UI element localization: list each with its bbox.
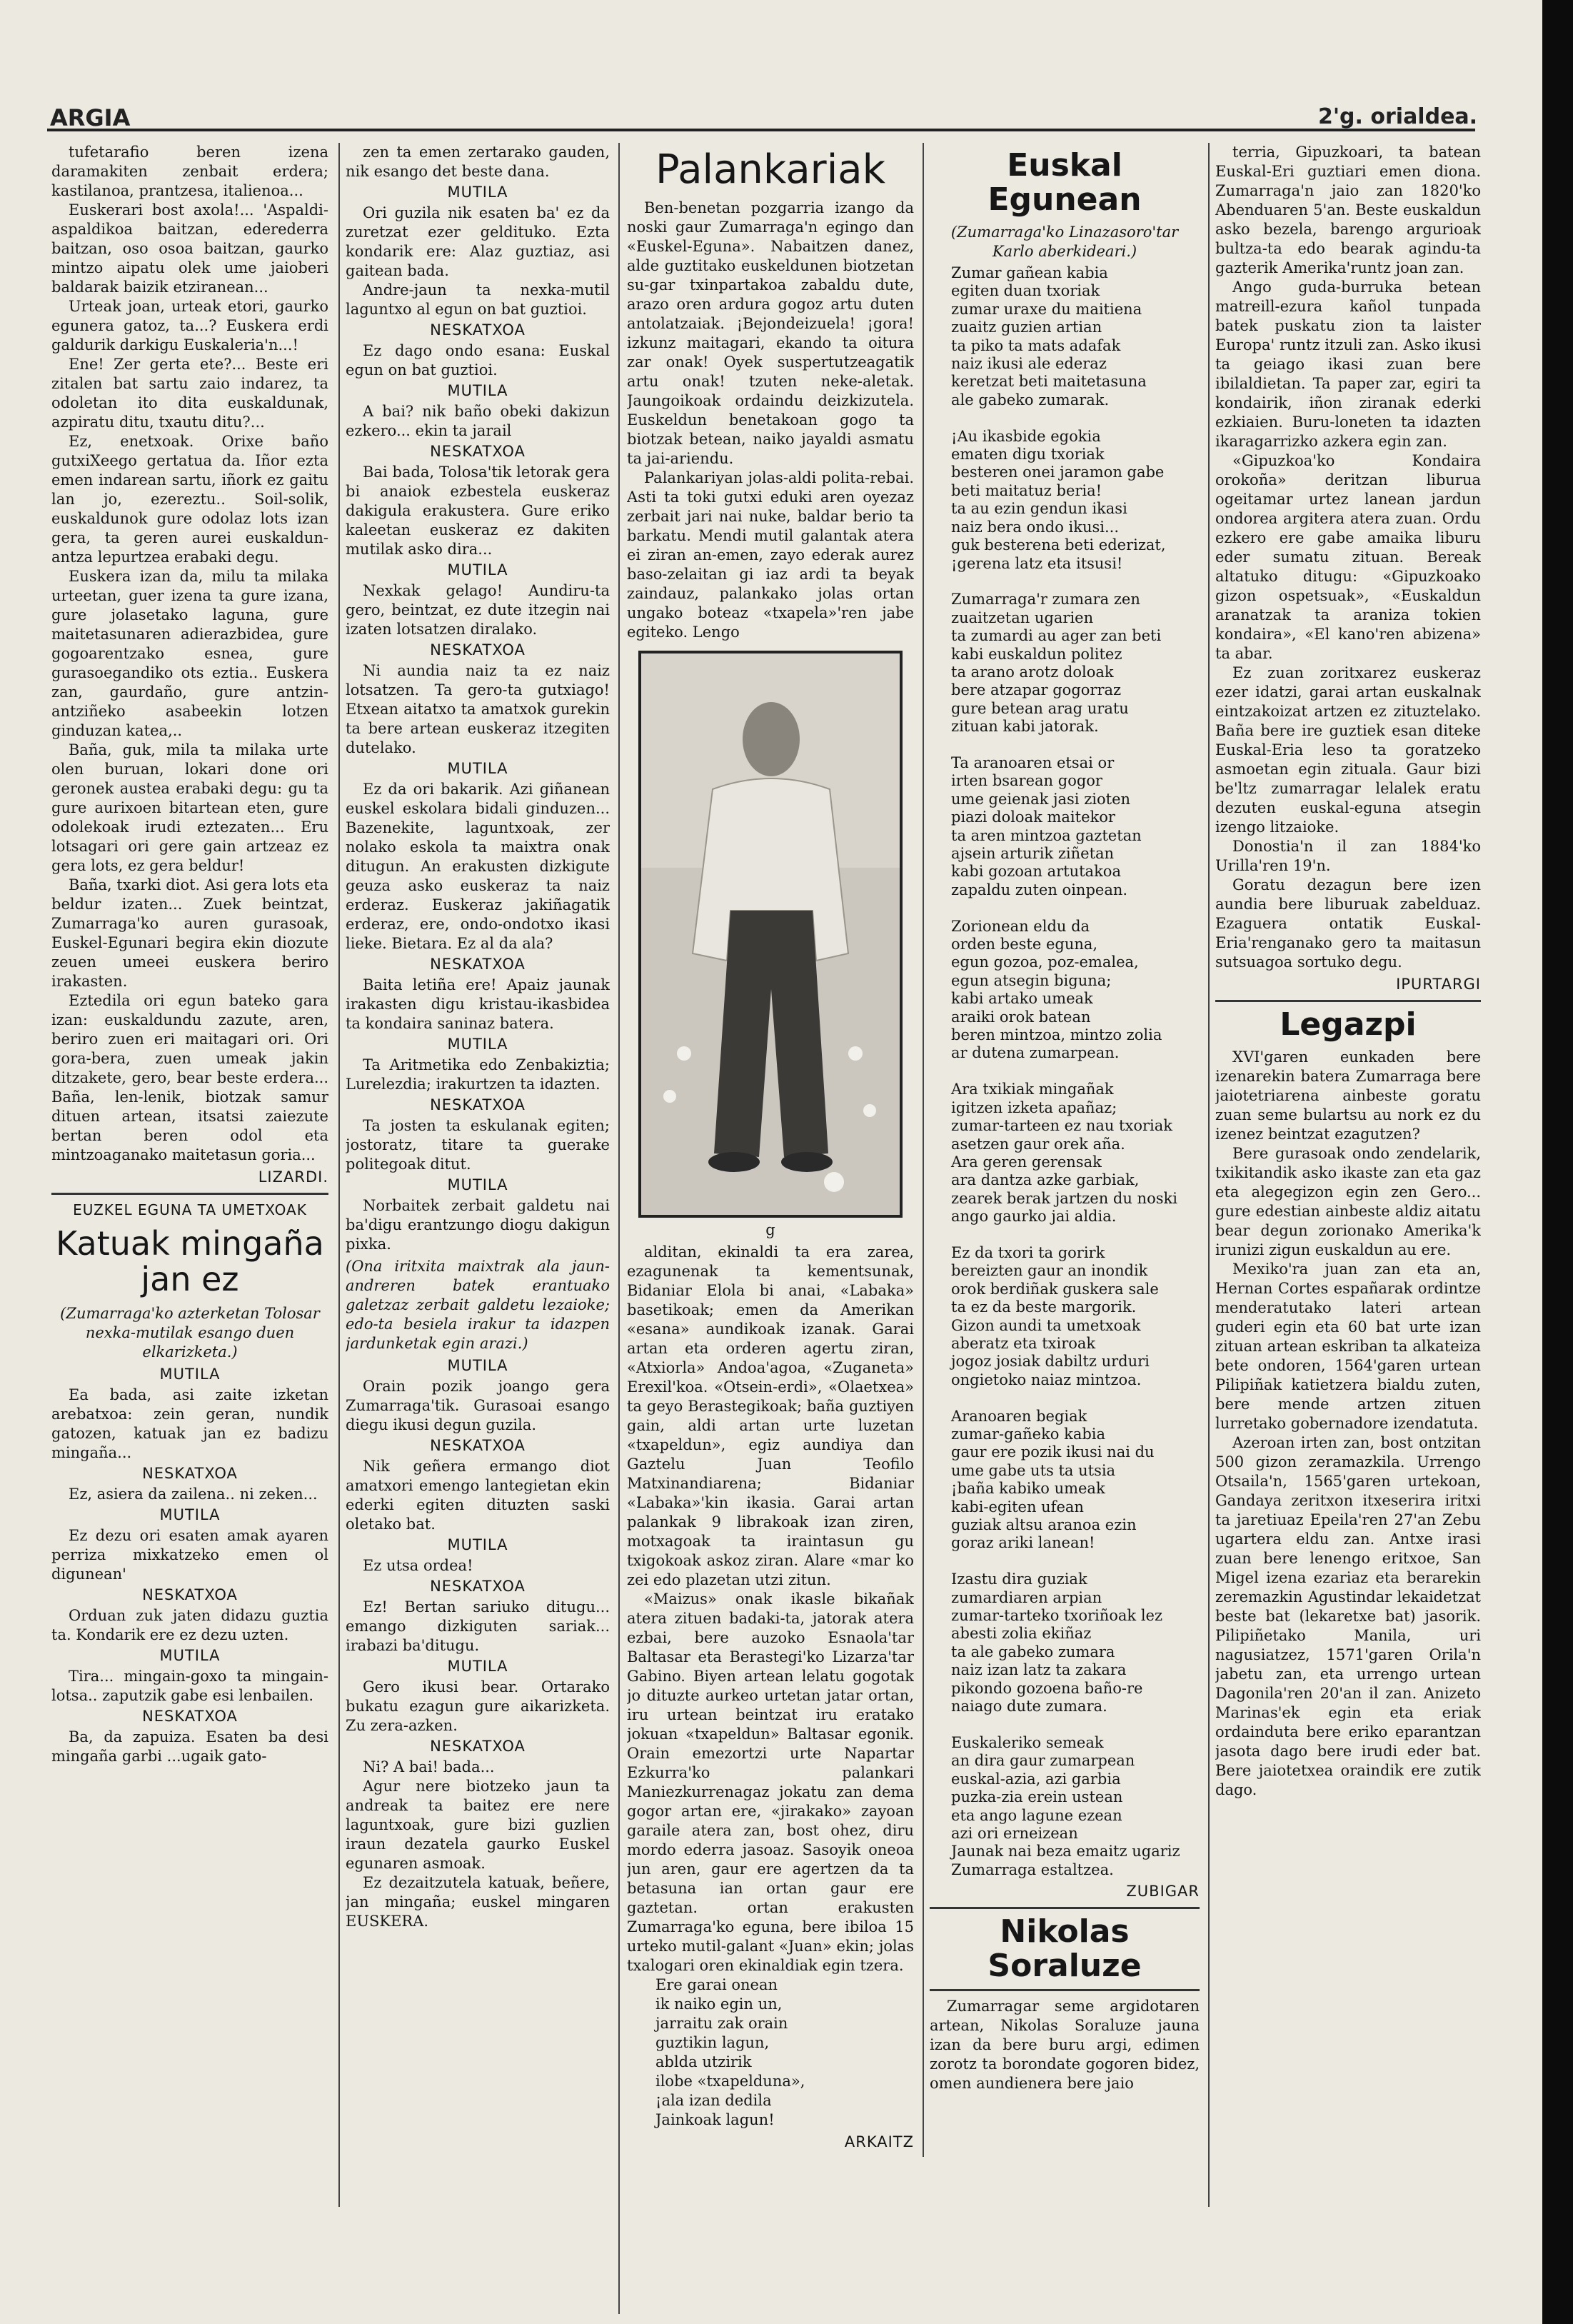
dialogue-line: Ez dezaitzutela katuak, beñere, jan mingaña; euskel mingaren EUSKERA. [346, 1874, 610, 1930]
article-soraluze-lead: Zumarragar seme argidotaren artean, Nikolas Soraluze jauna izan da bere buru argi, edimen zorotz ta borondate gogoren bidez, omen aundienera bere jaio [930, 1998, 1200, 2093]
article-palankariak-body [627, 199, 914, 642]
speaker-label: NESKATXOA [142, 1586, 238, 1603]
speaker-label: MUTILA [447, 561, 508, 579]
speaker-label: NESKATXOA [430, 321, 526, 339]
masthead-name: ARGIA [50, 104, 131, 131]
speaker-label: NESKATXOA [430, 956, 526, 973]
paragraph: Euskera izan da, milu ta milaka urteetan, guer izena ta gure izana, gure jolasetako laguna, gure maitetasunaren adierazbidea, gure gogoarentzako esnea, gure gurasoegandiko ots eztia.. Euskera zan, gaurdaño, gure antzin-antziñeko asabeekin lotzen ginduzan katea,.. [51, 568, 328, 739]
column-divider [1208, 143, 1210, 2207]
speaker-label: MUTILA [447, 184, 508, 201]
paragraph: Ez, enetxoak. Orixe baño gutxiXeego gertatua da. Iñor ezta emen indarean sartu, iñork ez gaitu lan jo, ezereztu.. Soil-solik, euskaldunok gure odolaz lots izan gera, ta geren aurei euskaldun-antza lepurtzea erabaki degu. [51, 433, 328, 566]
dialogue-line: Ta Aritmetika edo Zenbakiztia; Lurelezdia; irakurtzen ta idazten. [346, 1056, 610, 1093]
section-rule [1215, 1000, 1481, 1002]
dialogue-katuak-part1 [51, 1365, 328, 1766]
paragraph: Ango guda-burruka betean matreill-ezura kañol tunpada batek puskatu zion ta laister Europa' runtz itzuli zan. Asko ikusi ta geiago ikasi zuan bere ibilaldietan. Ta paper zar, egiri ta kondairik, iñon ziranak ederki ezkiaien. Buru-loneten ta idazten ikaragarrizko azkera egin zan. [1215, 279, 1481, 450]
section-rule [930, 1989, 1200, 1991]
speaker-label: MUTILA [159, 1506, 221, 1523]
dialogue-line: Ez dago ondo esana: Euskal egun on bat guztioi. [346, 342, 610, 379]
paragraph: alditan, ekinaldi ta era zarea, ezagunenak ta kementsunak, Bidaniar Elola bi anai, «Labaka» basetikoak; emen da Amerikan «esana» aundikoak izanak. Garai artan eta orderen agertu ziran, «Atxiorla» Andoa'agoa, «Zuganeta» Erexil'koa. «Otsein-erdi», «Olaetxea» ta geyo Berastegikoak; baña guztiyen gain, aldi artan urte luzetan «txapeldun», egiz aundiya dan Gaztelu Juan Teofilo Matxinandiarena; Bidaniar «Labaka»'kin ikasia. Garai artan palankak 9 librakoak izan ziren, motxagoak ta iraintasun gu txigokoak askoz ziran. Alare «mar ko zei edo plazetan utzi zitun. [627, 1243, 914, 1588]
speaker-label: MUTILA [447, 382, 508, 399]
photo-figure-illustration [641, 653, 900, 1215]
speaker-label: NESKATXOA [430, 1096, 526, 1113]
dialogue-line: Ez! Bertan sariuko ditugu... emango dizkiguten sariak... irabazi ba'ditugu. [346, 1598, 610, 1654]
paragraph: Bere gurasoak ondo zendelarik, txikitandik asko ikaste zan eta gaz eta alegegizon egin zen Gero... gure edestian ainbeste aldiz aitatu bear degun zorionako Amerika'k irunizi zigun euskaldun au ere. [1215, 1145, 1481, 1258]
paragraph: Donostia'n il zan 1884'ko Urilla'ren 19'n. [1215, 838, 1481, 874]
paragraph: Baña, txarki diot. Asi gera lots eta beldur izaten... Zuek beintzat, Zumarraga'ko auren gurasoak, Euskel-Egunari begira ekin diozute zeuen umeei euskera beriro irakasten. [51, 876, 328, 990]
paragraph: «Maizus» onak ikasle bikañak atera zituen badaki-ta, jatorak atera ezbai, bere auzoko Esnaola'tar Baltasar eta Berastegi'ko Lizarza'tar Gabino. Biyen artean lelatu gogotak jo dituzte aurkeo urtetan jatar ortan, iru urtean beintzat iru eratako jokuan «txapeldun» Baltasar egonik. Orain emezortzi urte Napartar Ezkurra'ko palankari Maniezkurrenagaz jokatu zan dema gogor artan ere, «jirakako» zayoan garaile atera zan, bost ohez, diru mordo ederra jasoaz. Sasoyik oneoa jun aren, gaur ere agertzen da ta betasuna ian ortan gaur ere gaztetan. ortan erakusten Zumarraga'ko eguna, bere ibiloa 15 urteko mutil-galant «Juan» ekin; jolas txalogari oren ekinaldiak egin tzera. [627, 1591, 914, 1974]
article-palankariak-body-2 [627, 1243, 914, 1975]
paragraph: Palankariyan jolas-aldi polita-rebai. Asti ta toki gutxi eduki aren oyezaz zerbait jari nai nuke, baldar berio ta barkatu. Mendi mutil galantak atera ei ziran an-emen, zayo ederak aurez baso-zelaitan gi iaz ardi ta beyak zaindauz, palankako jolas ortan ungako boteaz «txapela»'ren jabe egiteko. Lengo [627, 469, 914, 641]
signature-arkaitz: ARKAITZ [844, 2133, 914, 2150]
photo-caption: g [765, 1221, 775, 1238]
dialogue-line: Tira... mingain-goxo ta mingain-lotsa.. zaputzik gabe esi lenbailen. [51, 1668, 328, 1704]
page-number: 2'g. orialdea. [1318, 104, 1478, 129]
section-rule [930, 1907, 1200, 1909]
speaker-label: NESKATXOA [430, 1738, 526, 1755]
article-lizardi-body [51, 143, 328, 1165]
dialogue-line: Baita letiña ere! Apaiz jaunak irakasten digu kristau-ikasbidea ta kondaira saninaz batera. [346, 976, 610, 1032]
headline-legazpi: Legazpi [1280, 1006, 1417, 1043]
dialogue-line: Norbaitek zerbait galdetu nai ba'digu erantzungo diogu dakigun pixka. [346, 1197, 610, 1253]
subtitle-katuak: (Zumarraga'ko azterketan Tolosar nexka-mutilak esango duen elkarizketa.) [60, 1305, 320, 1361]
subtitle-euskal-egunean: (Zumarraga'ko Linazasoro'tar Karlo aberkideari.) [950, 224, 1179, 260]
speaker-label: MUTILA [159, 1647, 221, 1664]
article-legazpi-body [1215, 1048, 1481, 1800]
paragraph: Euskerari bost axola!... 'Aspaldi-aspaldikoa baitzan, ederederra baitzan, oso osoa baitzan, gaurko mintzo aipatu olek ume jaioberi baldarak baizik etziranean... [51, 201, 328, 296]
verse-palankariak: Ere garai onean ik naiko egin un, jarraitu zak orain guztikin lagun, ablda utzirik ilobe «txapelduna», ¡ala izan dedila Jainkoak lagun! [655, 1976, 805, 2128]
dialogue-line: Ez, asiera da zailena.. ni zeken... [69, 1486, 318, 1503]
dialogue-line: Andre-jaun ta nexka-mutil laguntxo al egun on bat guztioi. [346, 281, 610, 318]
dialogue-lead: zen ta emen zertarako gauden, nik esango det beste dana. [346, 144, 610, 180]
paragraph: tufetarafio beren izena daramakiten zenbait erdera; kastilanoa, prantzesa, italienoa... [51, 144, 328, 199]
paragraph: Ez zuan zoritxarez euskeraz ezer idatzi, garai artan euskalnak eintzakoizat artzen ez zituztelako. Baña bere ire guztiek esan diteke Euskal-Eria leso ta goratzeko asmoetan egin zituala. Gaur bizi be'ltz zumarragar lelalek eratu dezuten euskal-eguna atsegin izengo litzaioke. [1215, 664, 1481, 836]
paragraph: XVI'garen eunkaden bere izenarekin batera Zumarraga bere jaiotetriarena ainbeste goratu zuan seme bulartsu au nork ez du izenez beintzat ezagutzen? [1215, 1048, 1481, 1143]
speaker-label: NESKATXOA [142, 1465, 238, 1482]
masthead-rule [47, 129, 1475, 131]
dialogue-line: Ta josten ta eskulanak egiten; jostoratz, titare ta guerake politegoak ditut. [346, 1117, 610, 1173]
paragraph: Ben-benetan pozgarria izango da noski gaur Zumarraga'n egingo dan «Euskel-Eguna». Nabaitzen danez, alde guztitako euskeldunen biotzetan su-gar txinpartakoa zabaldu dute, arazo oren ardura gogoz artu duten antolatzaiak. ¡Bejondeizuela! ¡gora! izkunz maitagari, ekando ta oitura zar onak! Oyek suspertutzeagatik artu onak! tzuten neke-aletak. Jaungoikoak ordaindu deizkizutela. Euskeldun benetakoan gogo ta biotzak betean, naiko jayaldi asmatu ta jai-ariendu. [627, 199, 914, 467]
dialogue-line: A bai? nik baño obeki dakizun ezkero... ekin ta jarail [346, 403, 610, 439]
kicker-umetxoak: EUZKEL EGUNA TA UMETXOAK [73, 1201, 307, 1218]
poem-euskal-egunean: Zumar gañean kabia egiten duan txoriak zumar uraxe du maitiena zuaitz guzien artian ta piko ta mats adafak naiz ikusi ale ederaz keretzat beti maitetasuna ale gabeko zumarak. ¡Au ikasbide egokia ematen digu txoriak besteren onei jaramon gabe beti maitatuz beria! ta au ezin gendun ikasi naiz bera ondo ikusi... guk besterena beti ederizat, ¡gerena latz eta itsusi! Zumarraga'r zumara zen zuaitzetan ugarien ta zumardi au ager zan beti kabi euskaldun politez ta arano arotz doloak bere atzapar gogorraz gure betean arag uratu zituan kabi jatorak. Ta aranoaren etsai or irten bsarean gogor ume geienak jasi zioten piazi doloak maitekor ta aren mintzoa gaztetan ajsein arturik ziñetan kabi gozoan artutakoa zapaldu zuten oinpean. Zorionean eldu da orden beste eguna, egun gozoa, poz-emalea, egun atsegin biguna; kabi artako umeak araiki orok batean beren mintzoa, mintzo zolia ar dutena zumarpean. Ara txikiak mingañak igitzen izketa apañaz; zumar-tarteen ez nau txoriak asetzen gaur orek aña. Ara geren gerensak ara dantza azke garbiak, zearek berak jartzen du noski ango gaurko jai aldia. Ez da txori ta gorirk bereizten gaur an inondik orok berdiñak guskera sale ta ez da beste margorik. Gizon aundi ta umetxoak aberatz eta txiroak jogoz josiak dabiltz urduri ongietoko naiaz mintzoa. Aranoaren begiak zumar-gañeko kabia gaur ere pozik ikusi nai du ume gabe uts ta utsia ¡baña kabiko umeak kabi-egiten ufean guziak altsu aranoa ezin goraz ariki lanean! Izastu dira guziak zumardiaren arpian zumar-tarteko txoriñoak lez abesti zolia ekiñaz ta ale gabeko zumara naiz izan latz ta zakara pikondo gozoena baño-re naiago dute zumara. Euskaleriko semeak an dira gaur zumarpean euskal-azia, azi garbia puzka-zia erein ustean eta ango lagune ezean azi ori erneizean Jaunak nai beza emaitz ugariz Zumarraga estaltzea. [951, 264, 1180, 1878]
column-5 [1215, 143, 1481, 2314]
column-divider [923, 143, 924, 2157]
speaker-label: MUTILA [159, 1366, 221, 1383]
headline-euskal-egunean: Euskal Egunean [987, 147, 1142, 218]
speaker-label: NESKATXOA [142, 1708, 238, 1725]
signature-zubigar: ZUBIGAR [1126, 1883, 1200, 1900]
dialogue-line: Agur nere biotzeko jaun ta andreak ta baitez ere nere laguntxoak, gure bizi guzlien iraun dezatela gaurko Euskel egunaren asmoak. [346, 1778, 610, 1872]
speaker-label: MUTILA [447, 1036, 508, 1053]
column-1 [51, 143, 328, 2314]
column-4 [930, 143, 1200, 2314]
section-rule [51, 1193, 328, 1195]
speaker-label: MUTILA [447, 1536, 508, 1553]
dialogue-line: Orain pozik joango gera Zumarraga'tik. Gurasoai esango diegu ikusi degun guzila. [346, 1378, 610, 1433]
speaker-label: NESKATXOA [430, 1578, 526, 1595]
speaker-label: MUTILA [447, 1658, 508, 1675]
headline-nikolas-soraluze: Nikolas Soraluze [987, 1913, 1142, 1985]
article-soraluze-body [1215, 143, 1481, 972]
paragraph: «Gipuzkoa'ko Kondaira orokoña» deritzan liburua ogeitamar urtez lanean jardun ondorea argitera atera zuan. Ordu ezkero ere gabe amaika liburu eder sumatu zituan. Bereak altatuko ditugu: «Gipuzkoako gizon ospetsuak», «Euskaldun aranatzak ta araniza tokien kondaira», «El kano'ren abizena» ta abar. [1215, 452, 1481, 662]
dialogue-line: Ori guzila nik esaten ba' ez da zuretzat ezer geldituko. Ezta kondarik ere: Alaz guztiaz, asi gaitean bada. [346, 204, 610, 279]
paragraph: Goratu dezagun bere izen aundia bere liburuak zabelduaz. Ezaguera ontatik Euskal-Eria'renganako gero ta maitasun sutsuagoa sortuko degu. [1215, 876, 1481, 971]
dialogue-line: Nik geñera ermango diot amatxori emengo lantegietan ekin ederki egiten dituzten saski oletako bat. [346, 1458, 610, 1533]
speaker-label: MUTILA [447, 760, 508, 777]
speaker-label: NESKATXOA [430, 1437, 526, 1454]
scan-edge [1542, 0, 1573, 2324]
dialogue-line: Ea bada, asi zaite izketan arebatxoa: zein geran, nundik gatozen, katuak jan ez badizu mingaña... [51, 1386, 328, 1461]
signature-lizardi: LIZARDI. [258, 1168, 328, 1186]
speaker-label: NESKATXOA [430, 443, 526, 460]
dialogue-line: Orduan zuk jaten didazu guztia ta. Kondarik ere ez dezu uzten. [51, 1607, 328, 1643]
dialogue-line: Ba, da zapuiza. Esaten ba desi mingaña garbi ...ugaik gato- [51, 1728, 328, 1765]
paragraph: Urteak joan, urteak etori, gaurko egunera gatoz, ta...? Euskera erdi galdurik darkigu Euskaleria'n...! [51, 298, 328, 354]
dialogue-line: Ez utsa ordea! [363, 1557, 473, 1574]
dialogue-line: Ez da ori bakarik. Azi giñanean euskel eskolara bidali ginduzen... Bazenekite, laguntxoak, zer nolako eskola ta maixtra onak ditugun. An erakusten dizkigute geuza asko euskeraz ta naiz erderaz. Euskeraz jakiñagatik erderaz, ere, ondo-ondotxo ikasi lieke. Bietara. Ez al da ala? [346, 781, 610, 952]
dialogue-line: Ez dezu ori esaten amak ayaren perriza mixkatzeko emen ol digunean' [51, 1527, 328, 1583]
paragraph: Eztedila ori egun bateko gara izan: euskaldundu zazute, aren, beriro zuen eri maitagari ori. Ori gora-bera, zuen umeak jakin ditzakete, gero, bear beste erdera... Baña, len-lenik, biotzak samur dituen artean, itsatsi zaiezute bertan beren odol eta mintzoaganako maitetasun goria... [51, 992, 328, 1163]
dialogue-line: Nexkak gelago! Aundiru-ta gero, beintzat, ez dute itzegin nai izaten lotsatzen diralako. [346, 582, 610, 638]
column-3 [627, 143, 914, 2314]
column-2 [346, 143, 610, 2314]
column-divider [618, 143, 620, 2314]
paragraph: terria, Gipuzkoari, ta batean Euskal-Eri guztiari emen diona. Zumarraga'n jaio zan 1820'ko Abenduaren 5'an. Beste euskaldun asko bezela, barengo argurioak bultza-ta edo bearak agindu-ta gazterik Amerika'runtz joan zan. [1215, 144, 1481, 276]
headline-katuak: Katuak mingaña jan ez [56, 1224, 324, 1298]
dialogue-line: Gero ikusi bear. Ortarako bukatu ezagun gure aikarizketa. Zu zera-azken. [346, 1678, 610, 1734]
dialogue-line: Ni? A bai! bada... [363, 1758, 495, 1775]
headline-palankariak: Palankariak [655, 146, 886, 193]
dialogue-line: (Ona iritxita maixtrak ala jaun-andreren batek erantuako galetzaz zerbait galdetu lezaioke; edo-ta besiela irakur ta idazpen jardunketak egin arazi.) [346, 1258, 610, 1352]
paragraph: Baña, guk, mila ta milaka urte olen buruan, lokari done ori geronek austea erabaki degu: gu ta gure aurixoen bitartean eten, gure odolekoak irudi eztezaten... Eru lotsagari ori gere gain artzeaz ez gera lots, ez gera beldur! [51, 741, 328, 874]
paragraph: Mexiko'ra juan zan eta an, Hernan Cortes españarak ordintze menderatutako lateri artean guderi egin eta 60 bat urte izan zituan artean eskriban ta alkateiza bete ondoren, 1564'garen urtean Pilipiñak katietzera bialdu zuten, bere mende artzen zituen lurretako gobernadore izendatuta. [1215, 1261, 1481, 1432]
paragraph: Ene! Zer gerta ete?... Beste eri zitalen bat sartu zaio indarez, ta odoletan ito dita euskaldunak, azpiratu ditu, txautu ditu?... [51, 356, 328, 431]
dialogue-katuak-part2 [346, 183, 610, 1931]
speaker-label: NESKATXOA [430, 641, 526, 658]
column-divider [338, 143, 340, 2207]
dialogue-line: Ni aundia naiz ta ez naiz lotsatzen. Ta gero-ta gutxiago! Etxean aitatxo ta amatxok gurekin ta bere artean euskeraz itzegiten dutelako. [346, 662, 610, 756]
paragraph: Azeroan irten zan, bost ontzitan 500 gizon zeramazkila. Urrengo Otsaila'n, 1565'garen urtekoan, Gandaya zeritxon itxeserira iritxi ta jaretiuaz Epeila'ren 27'an Zebu ugartera eldu zan. Antxe irasi zuan bere lenengo eritxoe, San Migel izena ezariaz eta berarekin zeremazkin Agustindar lekaidetzat beste bat (lekaretxe bat) jasorik. Pilipiñetako Manila, uri nagusiatzez, 1571'garen Orila'n jabetu zan, eta urrengo urtean Dagonila'ren 20'an il zan. Anizeto Marinas'ek egin eta eriak ordainduta bere eriko eparantzan jasota dago bere irudi eder bat. Bere jaiotetxea oraindik ere zutik dago. [1215, 1434, 1481, 1798]
speaker-label: MUTILA [447, 1357, 508, 1374]
dialogue-line: Bai bada, Tolosa'tik letorak gera bi anaiok ezbestela euskeraz dakigula erakustera. Gure eriko kaleetan euskeraz ez dakiten mutilak asko dira... [346, 464, 610, 558]
photo-palankari [638, 651, 903, 1218]
signature-ipurtargi: IPURTARGI [1396, 976, 1481, 993]
speaker-label: MUTILA [447, 1176, 508, 1193]
